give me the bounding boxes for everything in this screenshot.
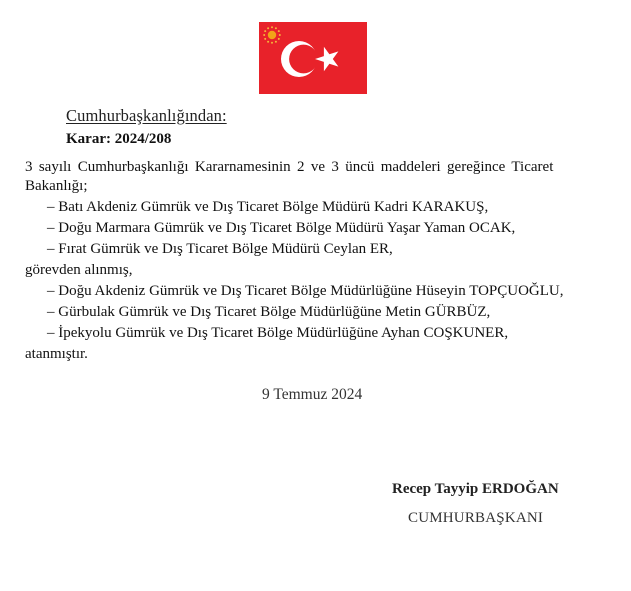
appointed-item: – Doğu Akdeniz Gümrük ve Dış Ticaret Bölge Müdürlüğüne Hüseyin TOPÇUOĞLU, [47, 283, 564, 299]
dismissed-label: görevden alınmış, [25, 262, 133, 278]
issuer-heading: Cumhurbaşkanlığından: [66, 106, 227, 125]
appointed-label: atanmıştır. [25, 346, 88, 362]
dismissed-item: – Batı Akdeniz Gümrük ve Dış Ticaret Bölge Müdürü Kadri KARAKUŞ, [47, 199, 489, 215]
dismissed-item: – Fırat Gümrük ve Dış Ticaret Bölge Müdürü Ceylan ER, [47, 241, 393, 257]
document-date: 9 Temmuz 2024 [262, 386, 363, 403]
dismissed-item: – Doğu Marmara Gümrük ve Dış Ticaret Bölge Müdürü Yaşar Yaman OCAK, [47, 220, 516, 236]
appointed-item: – İpekyolu Gümrük ve Dış Ticaret Bölge Müdürlüğüne Ayhan COŞKUNER, [47, 325, 509, 341]
signer-name: Recep Tayyip ERDOĞAN [392, 481, 559, 497]
appointed-item: – Gürbulak Gümrük ve Dış Ticaret Bölge Müdürlüğüne Metin GÜRBÜZ, [47, 304, 491, 320]
intro-paragraph-line1: 3 sayılı Cumhurbaşkanlığı Kararnamesinin 2 ve 3 üncü maddeleri gereğince Ticaret [25, 159, 554, 175]
signer-title: CUMHURBAŞKANI [408, 510, 544, 526]
turkish-flag-image [259, 22, 367, 94]
decision-number: Karar: 2024/208 [66, 131, 172, 147]
flag-icon [259, 22, 367, 94]
intro-paragraph-line2: Bakanlığı; [25, 178, 88, 194]
